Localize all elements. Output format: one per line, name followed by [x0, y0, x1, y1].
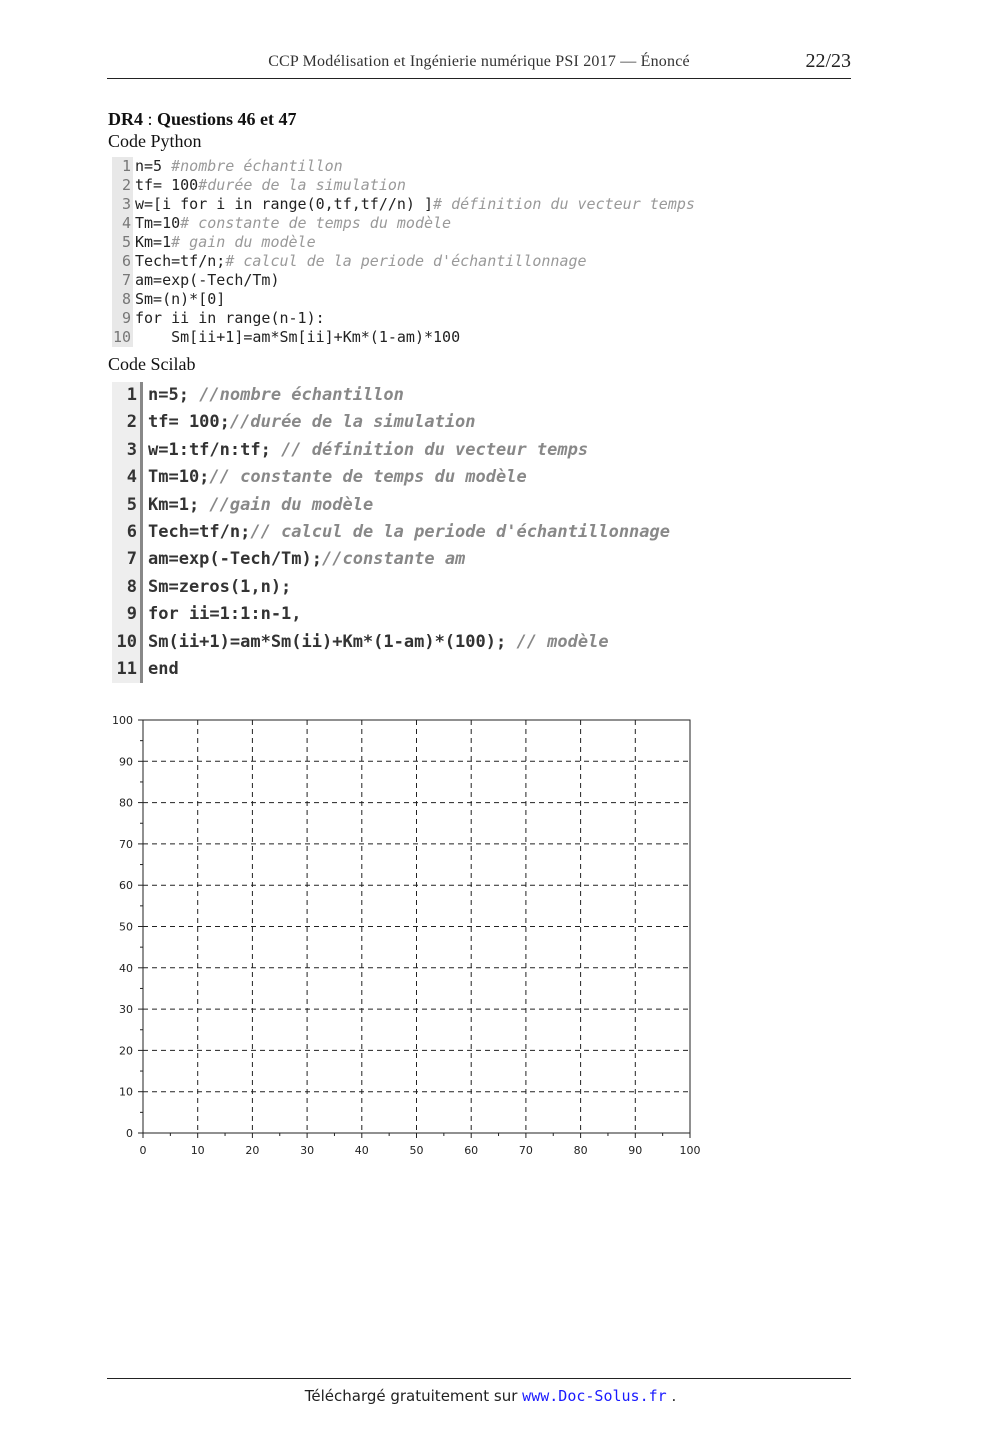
scilab-code-comment: //gain du modèle — [199, 494, 374, 515]
python-code-text: Tm=10# constante de temps du modèle — [135, 214, 452, 232]
x-tick-label: 20 — [245, 1144, 260, 1157]
scilab-code-line — [112, 492, 832, 519]
scilab-code-text: Tm=10;// constante de temps du modèle — [148, 467, 527, 488]
python-code-comment: # calcul de la periode d'échantillonnage — [225, 252, 587, 270]
x-tick-label: 70 — [518, 1144, 533, 1157]
scilab-code-line — [112, 629, 832, 656]
scilab-code-line — [112, 601, 832, 628]
scilab-code-text: end — [148, 658, 179, 679]
scilab-code-comment: // constante de temps du modèle — [209, 467, 527, 488]
scilab-code-text: Tech=tf/n;// calcul de la periode d'échantillonnage — [148, 521, 670, 542]
x-tick-label: 90 — [628, 1144, 643, 1157]
python-line-number: 4 — [112, 214, 133, 233]
x-tick-label: 100 — [679, 1144, 701, 1157]
python-code-line — [112, 252, 812, 271]
section-title — [108, 109, 297, 130]
scilab-code-line — [112, 409, 832, 436]
x-tick-label: 40 — [354, 1144, 369, 1157]
python-code-line — [112, 328, 812, 347]
scilab-code-line — [112, 464, 832, 491]
scilab-code-text: n=5; //nombre échantillon — [148, 385, 404, 405]
section-questions: Questions 46 et 47 — [157, 109, 297, 129]
scilab-code-text: Sm=zeros(1,n); — [148, 576, 292, 597]
python-line-number: 5 — [112, 233, 133, 252]
python-code-line — [112, 195, 812, 214]
header-title: CCP Modélisation et Ingénierie numérique PSI 2017 — Énoncé — [268, 53, 690, 70]
python-line-number: 6 — [112, 252, 133, 271]
python-code-line — [112, 157, 812, 176]
python-code-comment: #nombre échantillon — [171, 157, 343, 175]
x-tick-label: 60 — [464, 1144, 479, 1157]
empty-answer-chart — [100, 712, 720, 1172]
scilab-code-text: w=1:tf/n:tf; // définition du vecteur temps — [148, 439, 589, 460]
python-line-number: 9 — [112, 309, 133, 328]
scilab-line-number: 7 — [112, 546, 143, 573]
x-tick-label: 0 — [139, 1144, 147, 1157]
page-header — [107, 50, 851, 79]
scilab-line-number: 1 — [112, 382, 143, 409]
scilab-line-number: 9 — [112, 601, 143, 628]
scilab-line-number: 10 — [112, 629, 143, 656]
scilab-code-text: am=exp(-Tech/Tm);//constante am — [148, 549, 466, 570]
scilab-code-line — [112, 519, 832, 546]
python-code-text: Sm[ii+1]=am*Sm[ii]+Km*(1-am)*100 — [135, 328, 461, 346]
scilab-code-comment: // définition du vecteur temps — [270, 439, 589, 460]
y-tick-label: 50 — [119, 920, 133, 934]
python-code-line — [112, 271, 812, 290]
scilab-code-text: tf= 100;//durée de la simulation — [148, 412, 476, 433]
python-line-number: 7 — [112, 271, 133, 290]
footer-text: Téléchargé gratuitement sur — [304, 1387, 523, 1405]
section-label: DR4 — [108, 109, 143, 129]
scilab-code-comment: // calcul de la periode d'échantillonnage — [250, 521, 670, 542]
scilab-code-comment: //nombre échantillon — [188, 385, 404, 405]
scilab-line-number: 8 — [112, 574, 143, 601]
y-tick-label: 10 — [119, 1085, 133, 1099]
scilab-line-number: 4 — [112, 464, 143, 491]
scilab-code-text: for ii=1:1:n-1, — [148, 604, 302, 625]
scilab-line-number: 6 — [112, 519, 143, 546]
python-code-text: Tech=tf/n;# calcul de la periode d'échantillonnage — [135, 252, 587, 270]
y-tick-label: 70 — [119, 837, 133, 851]
python-line-number: 2 — [112, 176, 133, 195]
scilab-code-line — [112, 546, 832, 573]
footer-link[interactable]: www.Doc-Solus.fr — [522, 1387, 667, 1405]
python-code-text: Km=1# gain du modèle — [135, 233, 316, 251]
python-line-number: 8 — [112, 290, 133, 309]
python-code-comment: # définition du vecteur temps — [433, 195, 695, 213]
scilab-code-text: Sm(ii+1)=am*Sm(ii)+Km*(1-am)*(100); // modèle — [148, 631, 609, 652]
scilab-code-block — [112, 382, 832, 683]
x-tick-label: 10 — [190, 1144, 205, 1157]
python-line-number: 1 — [112, 157, 133, 176]
python-line-number: 3 — [112, 195, 133, 214]
python-code-comment: # gain du modèle — [171, 233, 316, 251]
page-footer — [0, 1387, 981, 1405]
python-code-line — [112, 233, 812, 252]
y-tick-label: 30 — [119, 1003, 133, 1017]
x-tick-label: 80 — [573, 1144, 588, 1157]
scilab-line-number: 5 — [112, 492, 143, 519]
python-code-comment: # constante de temps du modèle — [180, 214, 452, 232]
scilab-code-comment: // modèle — [506, 631, 609, 652]
python-code-text: Sm=(n)*[0] — [135, 290, 226, 308]
python-code-text: tf= 100#durée de la simulation — [135, 176, 406, 194]
page-number: 22/23 — [805, 50, 851, 72]
python-code-block — [112, 157, 812, 347]
scilab-code-line — [112, 437, 832, 464]
scilab-code-line — [112, 574, 832, 601]
python-code-line — [112, 176, 812, 195]
y-tick-label: 0 — [126, 1127, 133, 1140]
y-tick-label: 80 — [119, 796, 133, 810]
scilab-line-number: 11 — [112, 656, 143, 683]
y-tick-label: 40 — [119, 961, 133, 975]
python-code-text: for ii in range(n-1): — [135, 309, 325, 327]
y-tick-label: 60 — [119, 879, 133, 893]
python-line-number: 10 — [112, 328, 131, 346]
x-tick-label: 50 — [409, 1144, 424, 1157]
python-code-line — [112, 290, 812, 309]
scilab-line-number: 3 — [112, 437, 143, 464]
scilab-line-number: 2 — [112, 409, 143, 436]
scilab-code-line — [112, 382, 832, 409]
scilab-code-line — [112, 656, 832, 683]
footer-rule — [107, 1378, 851, 1379]
python-code-text: n=5 #nombre échantillon — [135, 157, 343, 175]
scilab-code-text: Km=1; //gain du modèle — [148, 494, 374, 515]
y-tick-label: 100 — [112, 714, 133, 727]
x-tick-label: 30 — [300, 1144, 315, 1157]
python-label: Code Python — [108, 131, 202, 151]
python-code-comment: #durée de la simulation — [198, 176, 406, 194]
python-code-text: am=exp(-Tech/Tm) — [135, 271, 280, 289]
scilab-code-comment: //durée de la simulation — [229, 412, 476, 433]
scilab-label: Code Scilab — [108, 354, 196, 374]
scilab-code-comment: //constante am — [322, 549, 466, 570]
y-tick-label: 90 — [119, 755, 133, 769]
y-tick-label: 20 — [119, 1044, 133, 1058]
python-code-line — [112, 214, 812, 233]
python-code-text: w=[i for i in range(0,tf,tf//n) ]# définition du vecteur temps — [135, 195, 695, 213]
footer-end: . — [666, 1387, 677, 1405]
section-separator: : — [143, 109, 158, 129]
python-code-line — [112, 309, 812, 328]
